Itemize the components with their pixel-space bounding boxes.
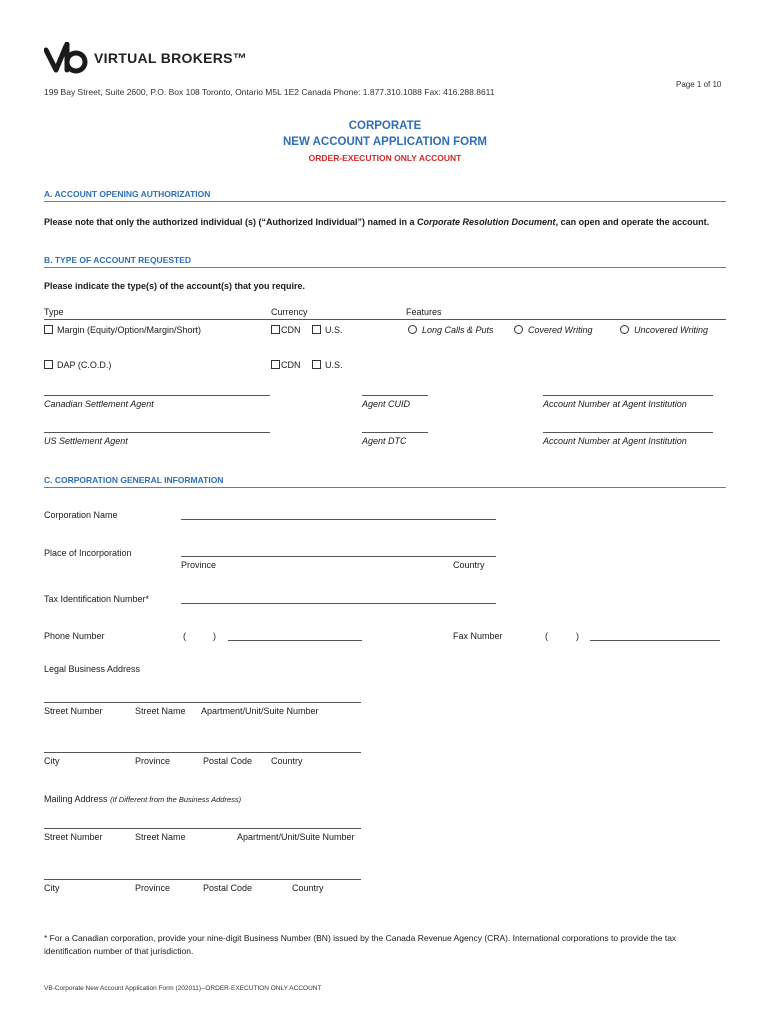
mailing-street-number-label: Street Number	[44, 832, 103, 842]
column-currency-header: Currency	[271, 307, 308, 317]
page-number: Page 1 of 10	[676, 80, 722, 89]
mailing-province-label: Province	[135, 883, 171, 893]
section-a-heading: A. ACCOUNT OPENING AUTHORIZATION	[44, 189, 211, 199]
section-a-divider	[44, 201, 726, 202]
checkbox-icon[interactable]	[44, 360, 53, 369]
fax-number-field[interactable]	[590, 640, 720, 641]
feature-uncovered-writing-option[interactable]: Uncovered Writing	[620, 325, 708, 335]
mailing-street-name-label: Street Name	[135, 832, 186, 842]
section-b-intro: Please indicate the type(s) of the account(s) that you require.	[44, 281, 306, 291]
virtual-brokers-logo	[44, 42, 90, 74]
section-b-divider	[44, 267, 726, 268]
legal-street-number-label: Street Number	[44, 706, 103, 716]
agent-cuid-field[interactable]	[362, 395, 428, 396]
incorporation-province-label: Province	[181, 560, 217, 570]
legal-country-label: Country	[271, 756, 303, 766]
agent-cuid-label: Agent CUID	[362, 399, 411, 409]
place-of-incorporation-field[interactable]	[181, 556, 496, 557]
corporation-name-label: Corporation Name	[44, 510, 118, 520]
form-subtitle: ORDER-EXECUTION ONLY ACCOUNT	[308, 153, 462, 163]
dap-account-option[interactable]: DAP (C.O.D.)	[44, 360, 111, 370]
tax-id-label: Tax Identification Number*	[44, 594, 150, 604]
radio-icon[interactable]	[620, 325, 629, 334]
us-agent-account-label: Account Number at Agent Institution	[543, 436, 687, 446]
agent-dtc-field[interactable]	[362, 432, 428, 433]
checkbox-icon[interactable]	[44, 325, 53, 334]
mailing-country-label: Country	[292, 883, 324, 893]
legal-street-field[interactable]	[44, 702, 361, 703]
canadian-settlement-agent-field[interactable]	[44, 395, 270, 396]
phone-number-label: Phone Number	[44, 631, 105, 641]
canadian-settlement-agent-label: Canadian Settlement Agent	[44, 399, 154, 409]
radio-icon[interactable]	[408, 325, 417, 334]
legal-city-label: City	[44, 756, 60, 766]
mailing-city-field[interactable]	[44, 879, 361, 880]
form-title-line2: NEW ACCOUNT APPLICATION FORM	[282, 136, 487, 148]
column-features-header: Features	[406, 307, 442, 317]
tax-id-footnote: * For a Canadian corporation, provide your nine-digit Business Number (BN) issued by the Canada Revenue Agency (CRA). International corporations to provide the tax identification number of that jurisdiction.	[44, 933, 677, 956]
us-settlement-agent-field[interactable]	[44, 432, 270, 433]
checkbox-icon[interactable]	[271, 360, 280, 369]
company-address: 199 Bay Street, Suite 2600, P.O. Box 108 Toronto, Ontario M5L 1E2 Canada Phone: 1.877.310.1088 Fax: 416.288.8611	[44, 87, 495, 97]
checkbox-icon[interactable]	[312, 325, 321, 334]
feature-long-calls-option[interactable]: Long Calls & Puts	[408, 325, 494, 335]
legal-business-address-label: Legal Business Address	[44, 664, 141, 674]
canadian-agent-account-field[interactable]	[543, 395, 713, 396]
dap-cdn-option[interactable]: CDN	[271, 360, 301, 370]
mailing-street-field[interactable]	[44, 828, 361, 829]
section-b-heading: B. TYPE OF ACCOUNT REQUESTED	[44, 255, 192, 265]
checkbox-icon[interactable]	[312, 360, 321, 369]
feature-covered-writing-option[interactable]: Covered Writing	[514, 325, 593, 335]
table-header-rule	[44, 319, 726, 320]
margin-us-option[interactable]: U.S.	[312, 325, 343, 335]
mailing-apt-label: Apartment/Unit/Suite Number	[237, 832, 355, 842]
fax-area-open: (	[545, 631, 548, 641]
phone-area-close: )	[213, 631, 216, 641]
radio-icon[interactable]	[514, 325, 523, 334]
place-of-incorporation-label: Place of Incorporation	[44, 548, 132, 558]
form-footer: VB-Corporate New Account Application Form (202011)--ORDER-EXECUTION ONLY ACCOUNT	[44, 985, 322, 992]
checkbox-icon[interactable]	[271, 325, 280, 334]
section-a-text: Please note that only the authorized individual (s) (“Authorized Individual”) named in a Corporate Resolution Document, can open and operate the account.	[44, 217, 710, 227]
column-type-header: Type	[44, 307, 64, 317]
legal-city-field[interactable]	[44, 752, 361, 753]
tax-id-field[interactable]	[181, 603, 496, 604]
margin-account-option[interactable]: Margin (Equity/Option/Margin/Short)	[44, 325, 201, 335]
mailing-city-label: City	[44, 883, 60, 893]
fax-area-close: )	[576, 631, 579, 641]
mailing-postal-code-label: Postal Code	[203, 883, 253, 893]
legal-apt-label: Apartment/Unit/Suite Number	[201, 706, 319, 716]
brand-name: VIRTUAL BROKERS™	[94, 50, 248, 66]
incorporation-country-label: Country	[453, 560, 485, 570]
dap-us-option[interactable]: U.S.	[312, 360, 343, 370]
canadian-agent-account-label: Account Number at Agent Institution	[543, 399, 687, 409]
legal-street-name-label: Street Name	[135, 706, 186, 716]
corporation-name-field[interactable]	[181, 519, 496, 520]
margin-cdn-option[interactable]: CDN	[271, 325, 301, 335]
section-c-divider	[44, 487, 726, 488]
form-title-line1: CORPORATE	[348, 120, 422, 132]
fax-number-label: Fax Number	[453, 631, 503, 641]
agent-dtc-label: Agent DTC	[362, 436, 407, 446]
phone-area-open: (	[183, 631, 186, 641]
legal-postal-code-label: Postal Code	[203, 756, 253, 766]
section-c-heading: C. CORPORATION GENERAL INFORMATION	[44, 475, 224, 485]
mailing-address-label: Mailing Address (If Different from the Business Address)	[44, 794, 242, 804]
legal-province-label: Province	[135, 756, 171, 766]
us-settlement-agent-label: US Settlement Agent	[44, 436, 128, 446]
phone-number-field[interactable]	[228, 640, 362, 641]
us-agent-account-field[interactable]	[543, 432, 713, 433]
